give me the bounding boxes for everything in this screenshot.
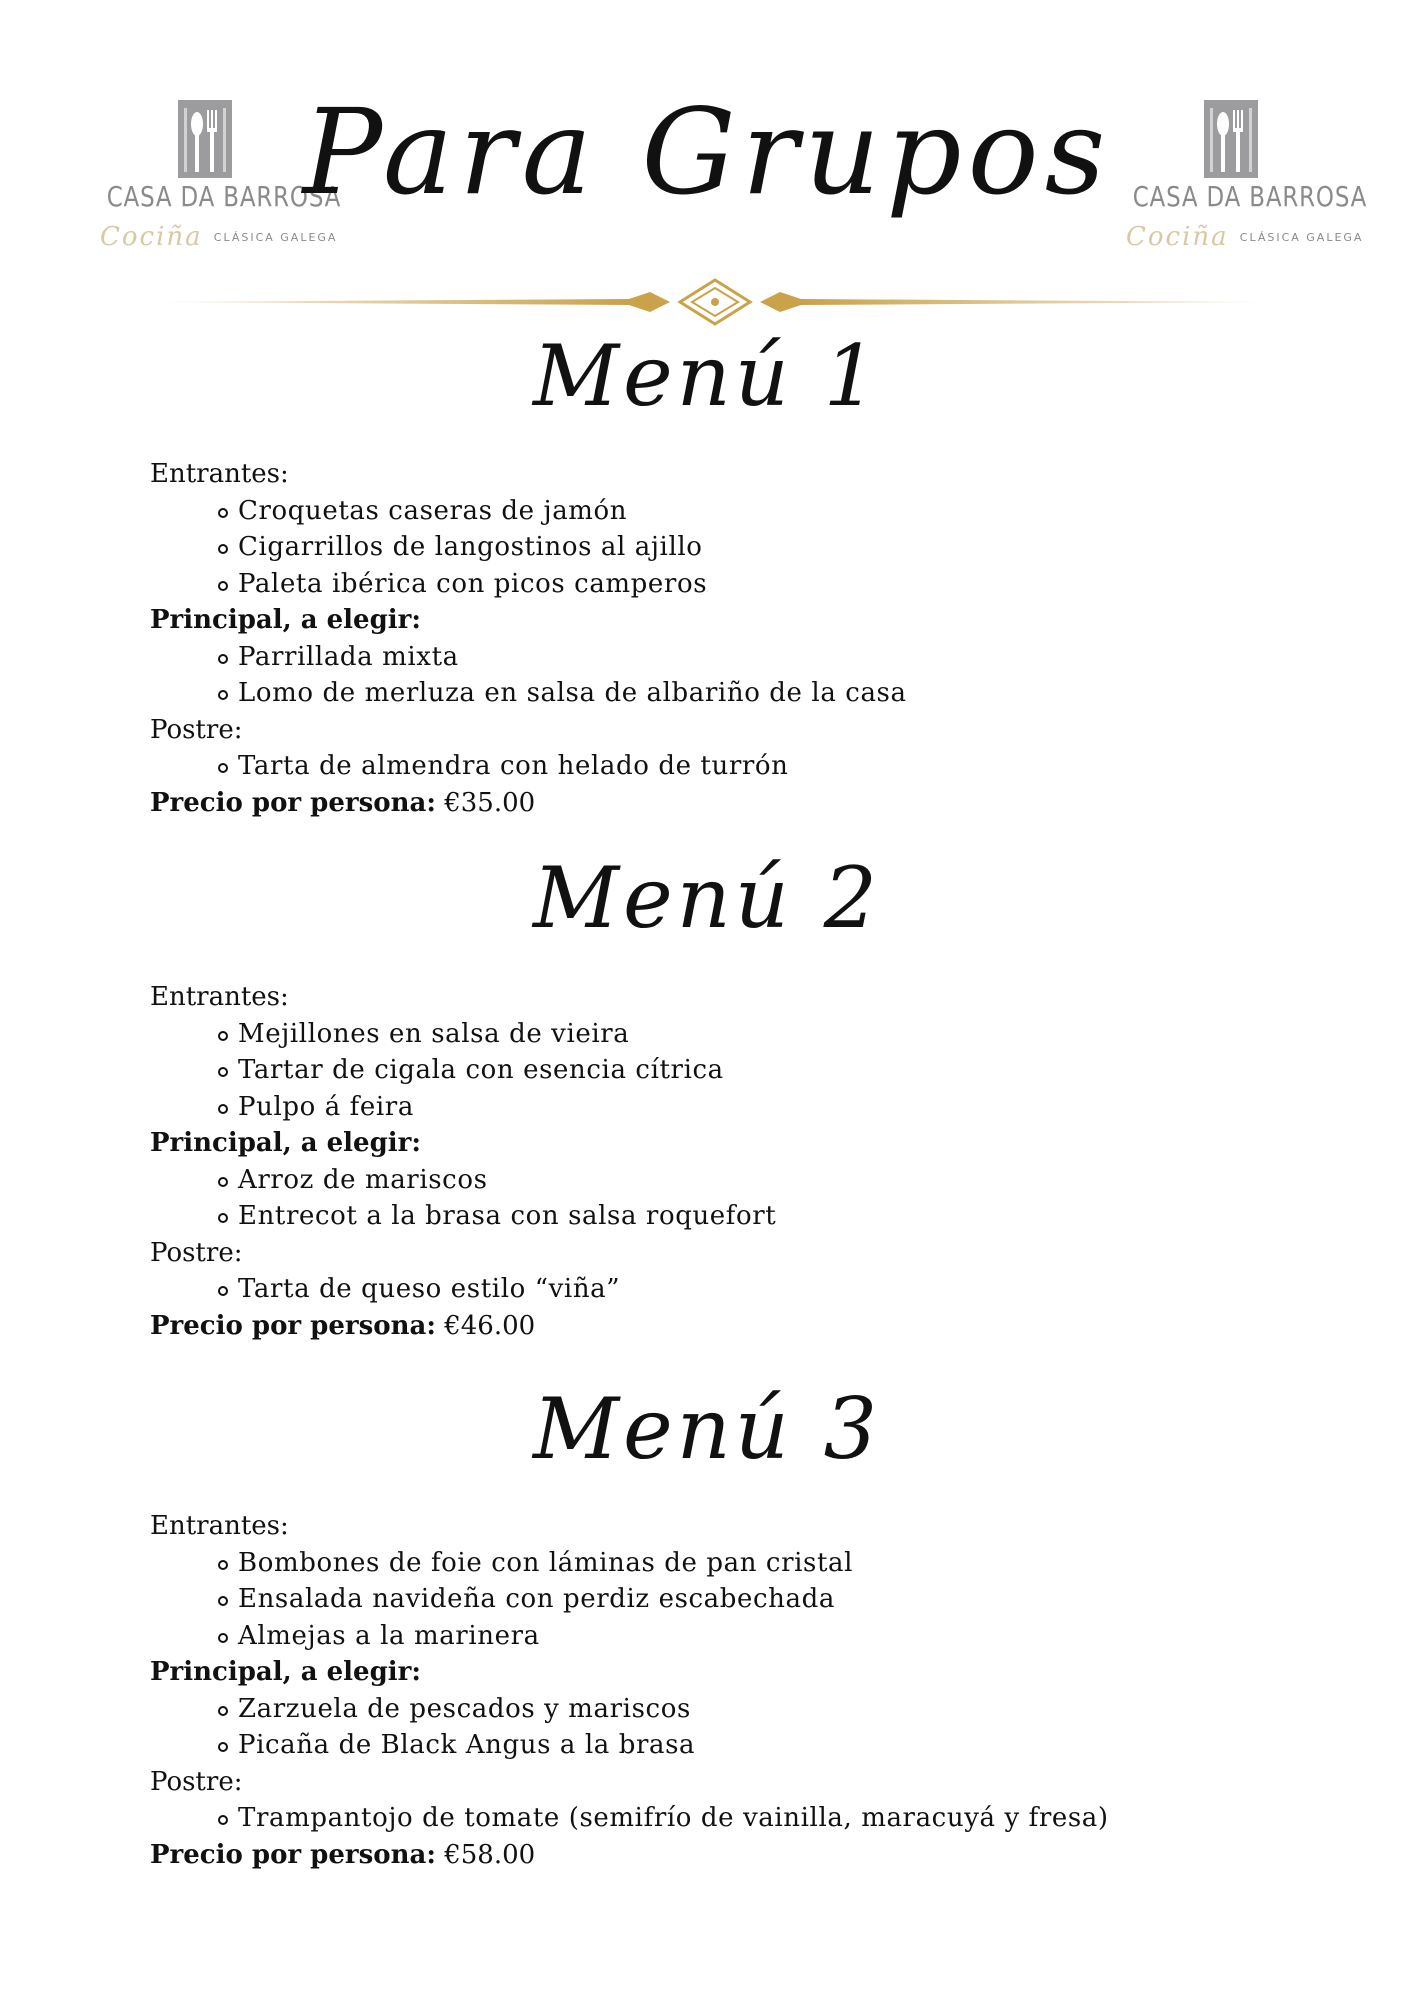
ornamental-divider bbox=[150, 278, 1280, 326]
price-line bbox=[150, 1308, 1350, 1345]
price-label: Precio por persona: bbox=[150, 787, 436, 818]
section-label: Postre: bbox=[150, 1237, 243, 1268]
restaurant-logo-right bbox=[1112, 100, 1368, 260]
brand-script-word: Cociña bbox=[100, 222, 203, 252]
section-label: Principal, a elegir: bbox=[150, 1657, 421, 1687]
list-item: Arroz de mariscos bbox=[238, 1162, 1350, 1199]
menu-3-body bbox=[150, 1508, 1350, 1873]
price-value: €35.00 bbox=[444, 787, 536, 818]
menu-2-body bbox=[150, 979, 1350, 1344]
menu-3-title: Menú 3 bbox=[532, 1380, 882, 1478]
list-item: Ensalada navideña con perdiz escabechada bbox=[238, 1581, 1350, 1618]
price-line bbox=[150, 785, 1350, 822]
page-title: Para Grupos bbox=[302, 83, 1112, 221]
section-label: Entrantes: bbox=[150, 459, 289, 489]
price-line bbox=[150, 1837, 1350, 1874]
brand-tagline: CLÁSICA GALEGA bbox=[1239, 231, 1364, 244]
list-item: Parrillada mixta bbox=[238, 639, 1350, 676]
section-label: Postre: bbox=[150, 714, 243, 745]
list-item: Bombones de foie con láminas de pan cristal bbox=[238, 1545, 1350, 1582]
price-label: Precio por persona: bbox=[150, 1310, 436, 1341]
section-label: Principal, a elegir: bbox=[150, 1128, 421, 1158]
brand-name: CASA DA BARROSA bbox=[1132, 180, 1368, 213]
section-label: Principal, a elegir: bbox=[150, 605, 421, 635]
menu-1-body bbox=[150, 456, 1350, 821]
cutlery-icon bbox=[1204, 100, 1258, 178]
list-item: Croquetas caseras de jamón bbox=[238, 493, 1350, 530]
list-item: Mejillones en salsa de vieira bbox=[238, 1016, 1350, 1053]
menu-1-title: Menú 1 bbox=[532, 327, 882, 425]
restaurant-logo-left bbox=[86, 100, 342, 260]
section-label: Postre: bbox=[150, 1766, 243, 1797]
list-item: Pulpo á feira bbox=[238, 1089, 1350, 1126]
price-label: Precio por persona: bbox=[150, 1839, 436, 1870]
list-item: Lomo de merluza en salsa de albariño de la casa bbox=[238, 675, 1350, 712]
list-item: Zarzuela de pescados y mariscos bbox=[238, 1691, 1350, 1728]
list-item: Tarta de queso estilo “viña” bbox=[238, 1271, 1350, 1308]
list-item: Entrecot a la brasa con salsa roquefort bbox=[238, 1198, 1350, 1235]
menu-2-title: Menú 2 bbox=[532, 849, 882, 947]
brand-tagline: CLÁSICA GALEGA bbox=[213, 231, 338, 244]
section-label: Entrantes: bbox=[150, 982, 289, 1012]
section-label: Entrantes: bbox=[150, 1511, 289, 1541]
brand-name: CASA DA BARROSA bbox=[106, 180, 342, 213]
price-value: €46.00 bbox=[444, 1310, 536, 1341]
list-item: Paleta ibérica con picos camperos bbox=[238, 566, 1350, 603]
list-item: Cigarrillos de langostinos al ajillo bbox=[238, 529, 1350, 566]
list-item: Tarta de almendra con helado de turrón bbox=[238, 748, 1350, 785]
price-value: €58.00 bbox=[444, 1839, 536, 1870]
cutlery-icon bbox=[178, 100, 232, 178]
list-item: Almejas a la marinera bbox=[238, 1618, 1350, 1655]
list-item: Picaña de Black Angus a la brasa bbox=[238, 1727, 1350, 1764]
list-item: Trampantojo de tomate (semifrío de vainilla, maracuyá y fresa) bbox=[238, 1800, 1350, 1837]
list-item: Tartar de cigala con esencia cítrica bbox=[238, 1052, 1350, 1089]
brand-script-word: Cociña bbox=[1126, 222, 1229, 252]
